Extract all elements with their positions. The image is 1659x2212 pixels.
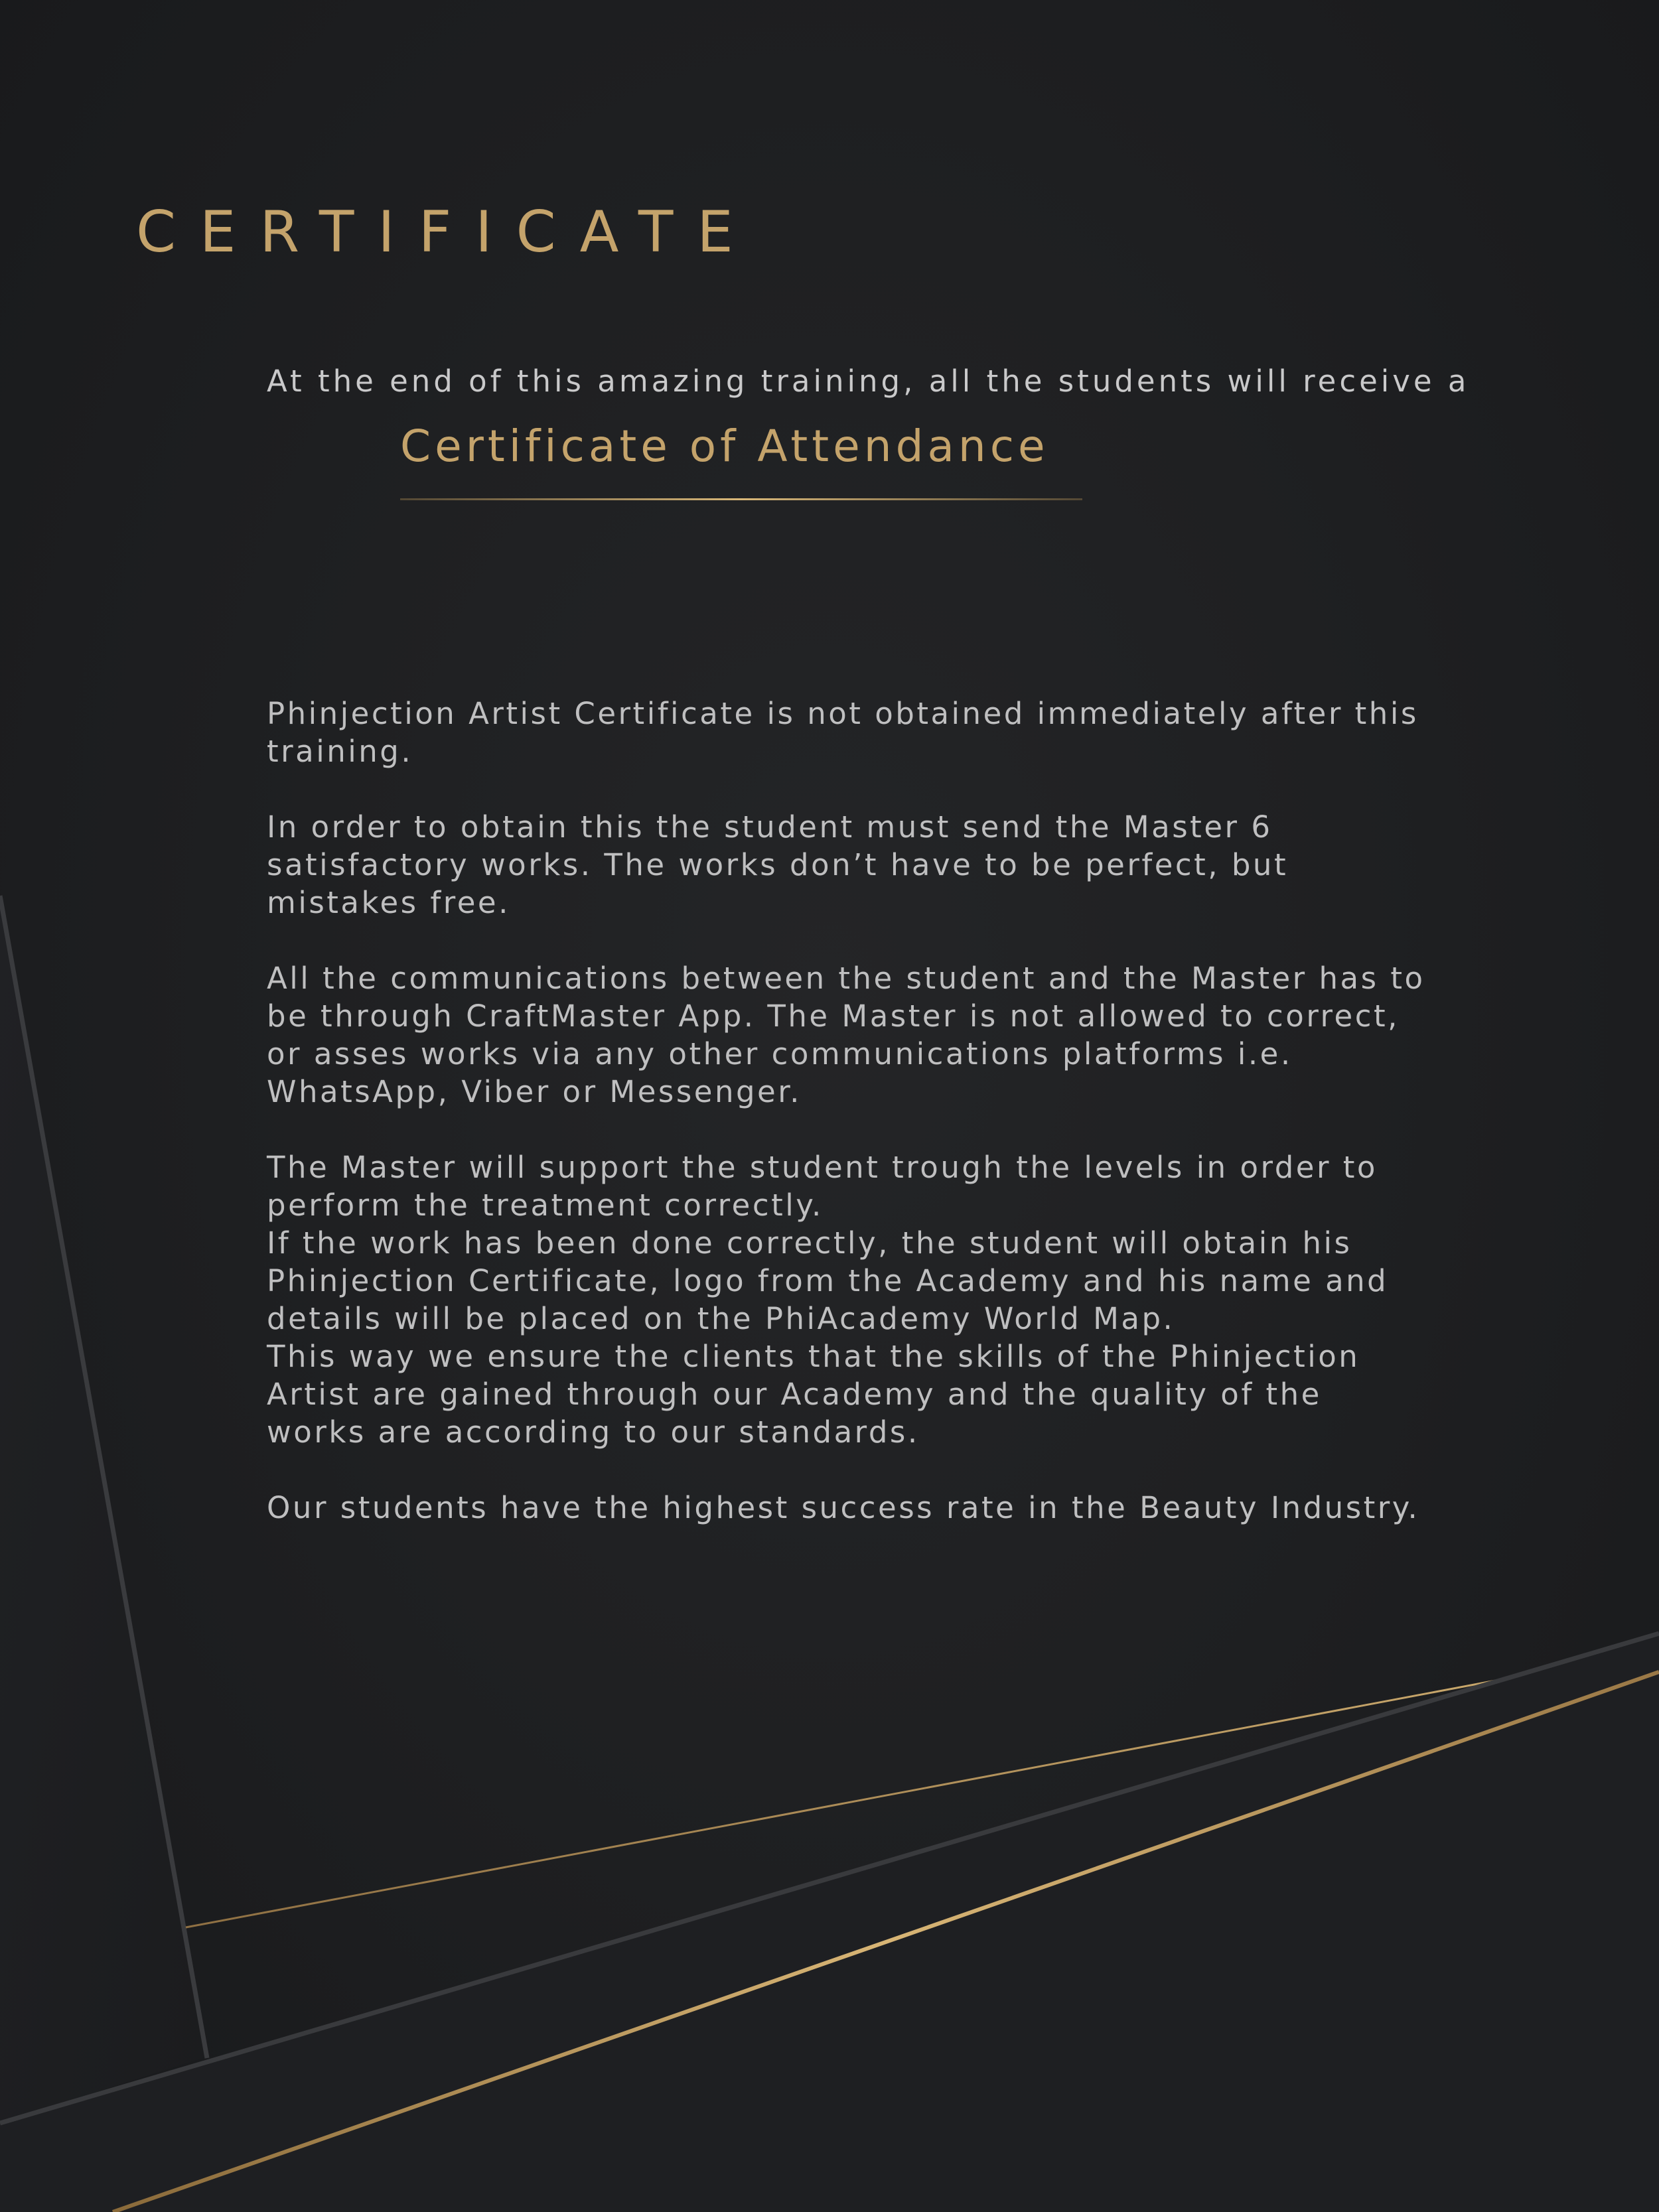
text-line: or asses works via any other communications platforms i.e. — [267, 1036, 1293, 1071]
certificate-subtitle: Certificate of Attendance — [400, 421, 1049, 472]
text-line: works are according to our standards. — [267, 1415, 920, 1450]
text-line: satisfactory works. The works don’t have to be perfect, but — [267, 847, 1289, 882]
text-line: perform the treatment correctly. — [267, 1188, 824, 1223]
text-line: WhatsApp, Viber or Messenger. — [267, 1074, 802, 1109]
text-line: If the work has been done correctly, the student will obtain his — [267, 1225, 1352, 1261]
text-line: All the communications between the student and the Master has to — [267, 961, 1425, 996]
subtitle-underline — [400, 498, 1082, 500]
text-line: be through CraftMaster App. The Master is not allowed to correct, — [267, 999, 1400, 1034]
paragraph-5 — [267, 1489, 1567, 1527]
paragraph-3 — [267, 959, 1567, 1111]
text-line: Our students have the highest success rate in the Beauty Industry. — [267, 1490, 1420, 1525]
text-line: In order to obtain this the student must send the Master 6 — [267, 809, 1273, 845]
paragraph-2 — [267, 808, 1567, 922]
text-line: Artist are gained through our Academy and the quality of the — [267, 1377, 1322, 1412]
text-line: This way we ensure the clients that the skills of the Phinjection — [267, 1339, 1360, 1374]
paragraph-4 — [267, 1148, 1567, 1451]
intro-text: At the end of this amazing training, all the students will receive a — [267, 364, 1470, 399]
bottom-panel-shape — [0, 1633, 1659, 2212]
body-text — [267, 695, 1567, 1564]
text-line: Phinjection Artist Certificate is not obtained immediately after this — [267, 696, 1419, 731]
text-line: Phinjection Certificate, logo from the Academy and his name and — [267, 1263, 1389, 1298]
text-line: The Master will support the student trough the levels in order to — [267, 1150, 1378, 1185]
text-line: mistakes free. — [267, 885, 510, 920]
text-line: details will be placed on the PhiAcademy World Map. — [267, 1301, 1175, 1336]
paragraph-1 — [267, 695, 1567, 770]
certificate-title: CERTIFICATE — [136, 199, 757, 265]
text-line: training. — [267, 734, 413, 769]
